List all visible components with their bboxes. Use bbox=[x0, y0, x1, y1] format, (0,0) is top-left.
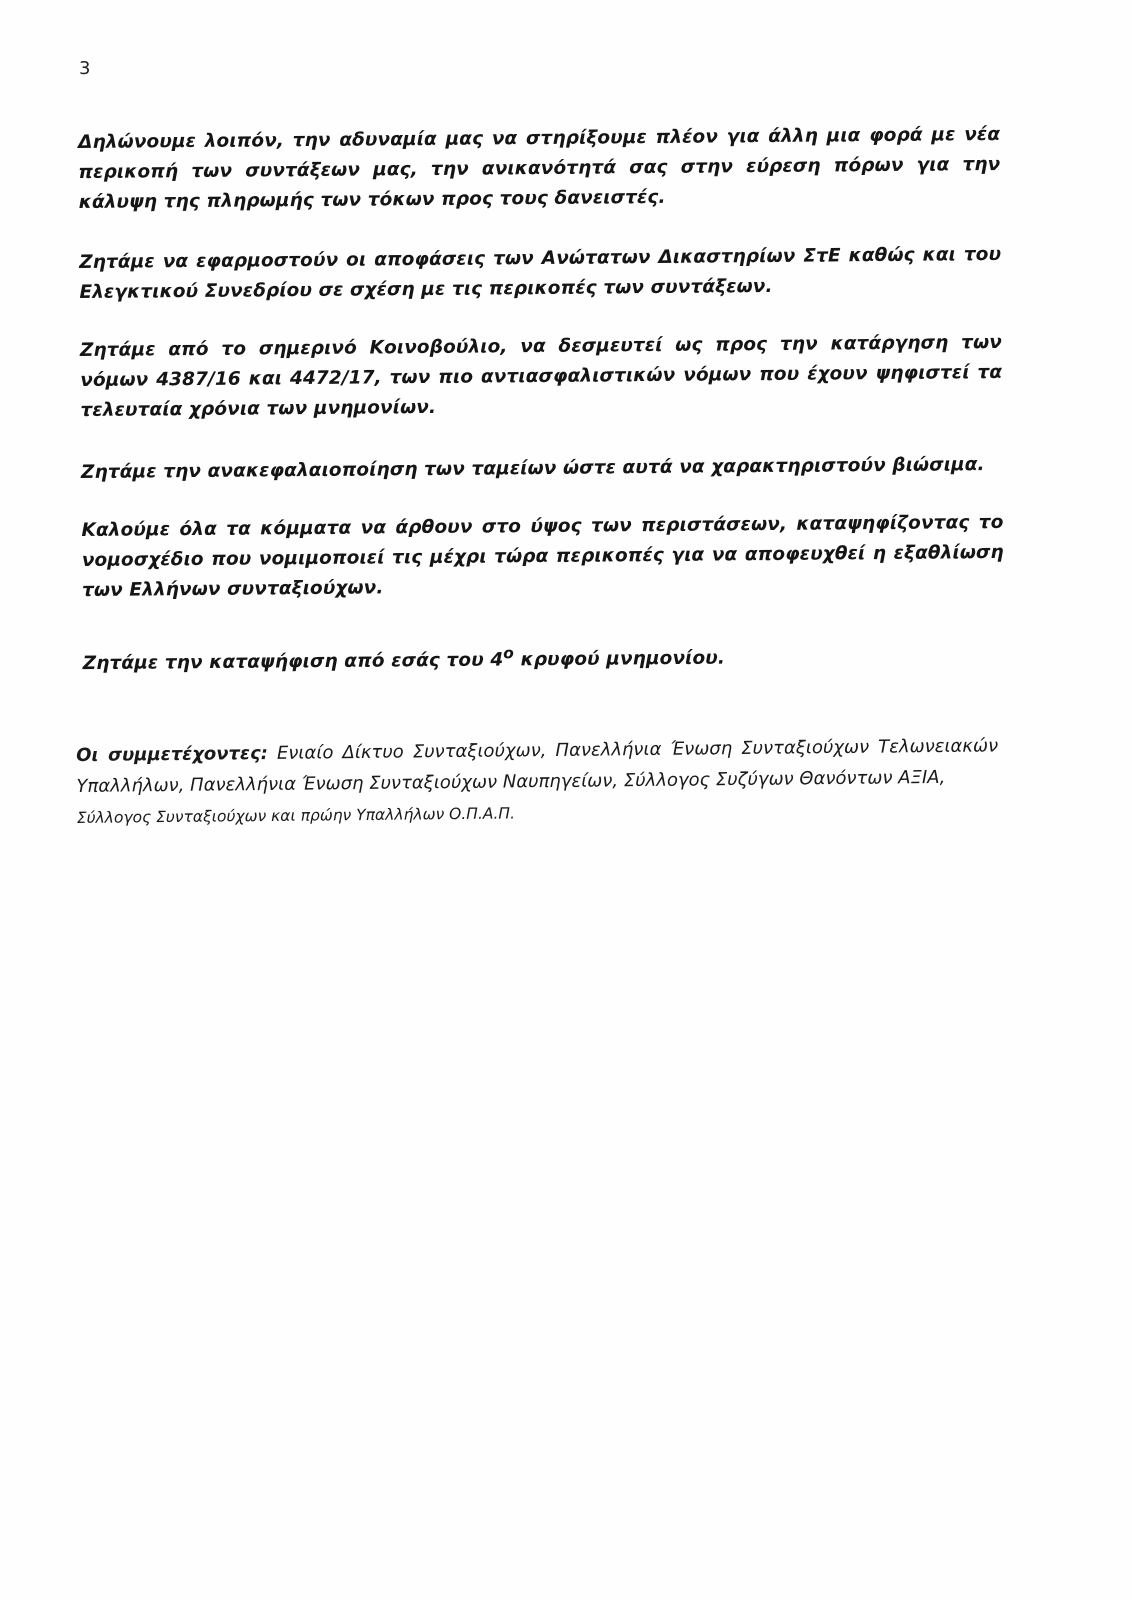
page-number: 3 bbox=[79, 58, 91, 79]
participants-block bbox=[76, 730, 999, 834]
last-demand-text: Ζητάμε την καταψήφιση από εσάς του 4 bbox=[82, 649, 504, 675]
paragraph-call-to-parties: Καλούμε όλα τα κόμματα να άρθουν στο ύψος των περιστάσεων, καταψηφίζοντας το νομοσχέδιο που νομιμοποιεί τις μέχρι τώρα περικοπές για να αποφευχθεί η εξαθλίωση των Ελλήνων συνταξιούχων. bbox=[81, 511, 1004, 601]
paragraph-recapitalization: Ζητάμε την ανακεφαλαιοποίηση των ταμείων ώστε αυτά να χαρακτηριστούν βιώσιμα. bbox=[80, 454, 985, 483]
paragraph-declaration: Δηλώνουμε λοιπόν, την αδυναμία μας να στηρίξουμε πλέον για άλλη μια φορά με νέα περικοπή των συντάξεων μας, την ανικανότητά σας στην εύρεση πόρων για την κάλυψη της πληρωμής των τόκων προς τους δανειστές. bbox=[78, 123, 1001, 213]
participants-list-last: Σύλλογος Συνταξιούχων και πρώην Υπαλλήλων Ο.Π.Α.Π. bbox=[76, 804, 516, 827]
last-demand-text-end: κρυφού μνημονίου. bbox=[513, 647, 726, 671]
paragraph-repeal-laws: Ζητάμε από το σημερινό Κοινοβούλιο, να δεσμευτεί ως προς την κατάργηση των νόμων 4387/16 και 4472/17, των πιο αντιασφαλιστικών νόμων που έχουν ψηφιστεί τα τελευταία χρόνια των μνημονίων. bbox=[79, 331, 1003, 421]
paragraph-court-decisions: Ζητάμε να εφαρμοστούν οι αποφάσεις των Ανώτατων Δικαστηρίων ΣτΕ καθώς και του Ελεγκτικού Συνεδρίου σε σχέση με τις περικοπές των συντάξεων. bbox=[79, 243, 1002, 303]
ordinal-superscript: ο bbox=[503, 644, 515, 663]
paragraph-last-demand bbox=[82, 634, 1004, 679]
participants-list: Ενιαίο Δίκτυο Συνταξιούχων, Πανελλήνια Ένωση Συνταξιούχων Τελωνειακών Υπαλλήλων, Πανελλήνια Ένωση Συνταξιούχων Ναυπηγείων, Σύλλογος Συζύγων Θανόντων ΑΞΙΑ, bbox=[76, 735, 999, 797]
document-body bbox=[78, 120, 1005, 679]
participants-label: Οι συμμετέχοντες: bbox=[76, 742, 268, 766]
